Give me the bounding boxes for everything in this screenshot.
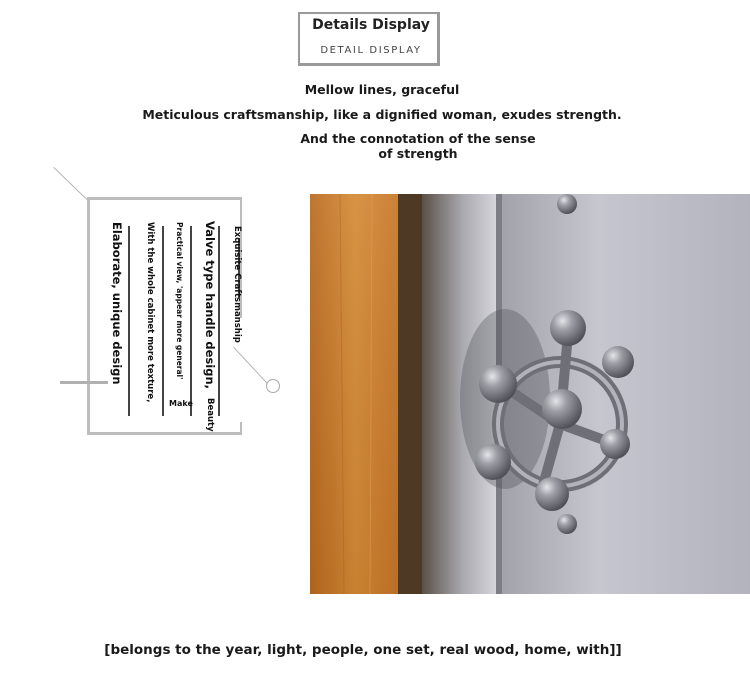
rule-practical [190,226,192,416]
footer-tags: [belongs to the year, light, people, one set, real wood, home, with]] [104,642,622,658]
card-practical-text: Practical view, 'appear more general' [175,222,184,380]
decor-diagonal-line [53,167,90,203]
decor-circle-marker [266,379,280,393]
rule-valve [218,226,220,416]
intro-line-2: Meticulous craftsmanship, like a dignified woman, exudes strength. [142,107,622,122]
intro-line-1: Mellow lines, graceful [304,82,460,97]
section-subtitle: DETAIL DISPLAY [320,45,422,56]
product-photo [310,194,750,594]
intro-line-3: And the connotation of the sense of strength [300,131,536,161]
card-make-text: Make [169,399,193,408]
decor-left-bar [60,381,108,384]
section-title: Details Display [312,17,430,33]
card-whole-text: With the whole cabinet more texture, [145,222,155,403]
rule-whole [162,226,164,416]
card-heading: Exquisite Craftsmanship [232,226,242,343]
valve-handle-photo [310,194,750,594]
card-elaborate-text: Elaborate, unique design [110,222,124,385]
card-beauty-text: Beauty [205,398,215,432]
rule-elaborate [128,226,130,416]
card-valve-text: Valve type handle design, [203,221,217,390]
